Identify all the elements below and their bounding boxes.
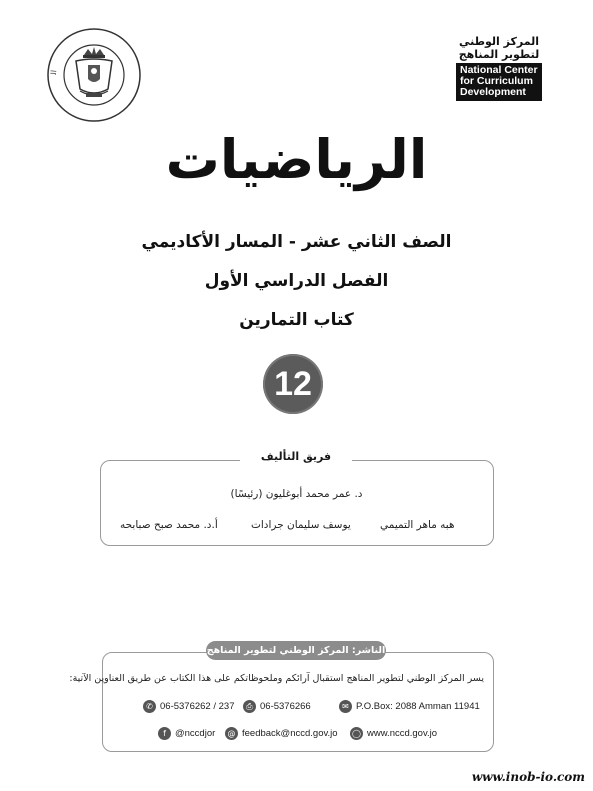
fax-icon: ⎙ bbox=[243, 700, 256, 713]
facebook-handle[interactable]: @nccdjor bbox=[175, 728, 216, 739]
contact-facebook bbox=[158, 727, 215, 740]
book-title: الرياضيات bbox=[165, 128, 428, 191]
publisher-label: الناشر: المركز الوطني لتطوير المناهج bbox=[206, 641, 386, 660]
watermark: www.inob-io.com bbox=[471, 770, 585, 784]
contact-website bbox=[350, 727, 437, 740]
nccd-arabic-line-2: لتطوير المناهج bbox=[458, 48, 540, 61]
phone-number: 06-5376262 / 237 bbox=[160, 701, 235, 712]
nccd-english-line-1: National Center bbox=[460, 64, 538, 76]
facebook-icon: f bbox=[158, 727, 171, 740]
contact-fax bbox=[243, 700, 311, 713]
globe-icon: ◯ bbox=[350, 727, 363, 740]
crown-emblem-icon bbox=[46, 27, 142, 123]
website-url[interactable]: www.nccd.gov.jo bbox=[367, 728, 438, 739]
contact-phone bbox=[143, 700, 234, 713]
email-address[interactable]: feedback@nccd.gov.jo bbox=[242, 728, 338, 739]
at-icon: @ bbox=[225, 727, 238, 740]
semester: الفصل الدراسي الأول bbox=[204, 271, 389, 291]
pobox-address: P.O.Box: 2088 Amman 11941 bbox=[356, 701, 480, 712]
publisher-note: يسر المركز الوطني لتطوير المناهج استقبال آرائكم وملحوظاتكم على هذا الكتاب عن طريق العناوين الآتية: bbox=[69, 673, 484, 684]
nccd-arabic-line-1: المركز الوطني bbox=[459, 35, 539, 48]
nccd-logo bbox=[456, 35, 542, 101]
nccd-english-block bbox=[456, 63, 542, 101]
author-member: هبه ماهر التميمي bbox=[380, 519, 455, 531]
book-type: كتاب التمارين bbox=[239, 310, 354, 330]
grade-badge: 12 bbox=[263, 354, 323, 414]
author-member: يوسف سليمان جرادات bbox=[251, 519, 351, 531]
contact-pobox bbox=[339, 700, 480, 713]
seal-ring-text: ال bbox=[48, 69, 59, 75]
ministry-seal bbox=[46, 27, 142, 123]
phone-icon: ✆ bbox=[143, 700, 156, 713]
authors-heading: فريق التأليف bbox=[240, 450, 352, 468]
author-member: أ.د. محمد صبح صبابحه bbox=[120, 519, 218, 531]
mail-icon: ✉ bbox=[339, 700, 352, 713]
nccd-english-line-3: Development bbox=[460, 86, 526, 98]
fax-number: 06-5376266 bbox=[260, 701, 311, 712]
nccd-english-line-2: for Curriculum bbox=[460, 75, 533, 87]
grade-track: الصف الثاني عشر - المسار الأكاديمي bbox=[141, 232, 452, 252]
authors-box bbox=[100, 460, 494, 546]
author-lead: د. عمر محمد أبوغليون (رئيسًا) bbox=[230, 488, 363, 500]
contact-email bbox=[225, 727, 338, 740]
